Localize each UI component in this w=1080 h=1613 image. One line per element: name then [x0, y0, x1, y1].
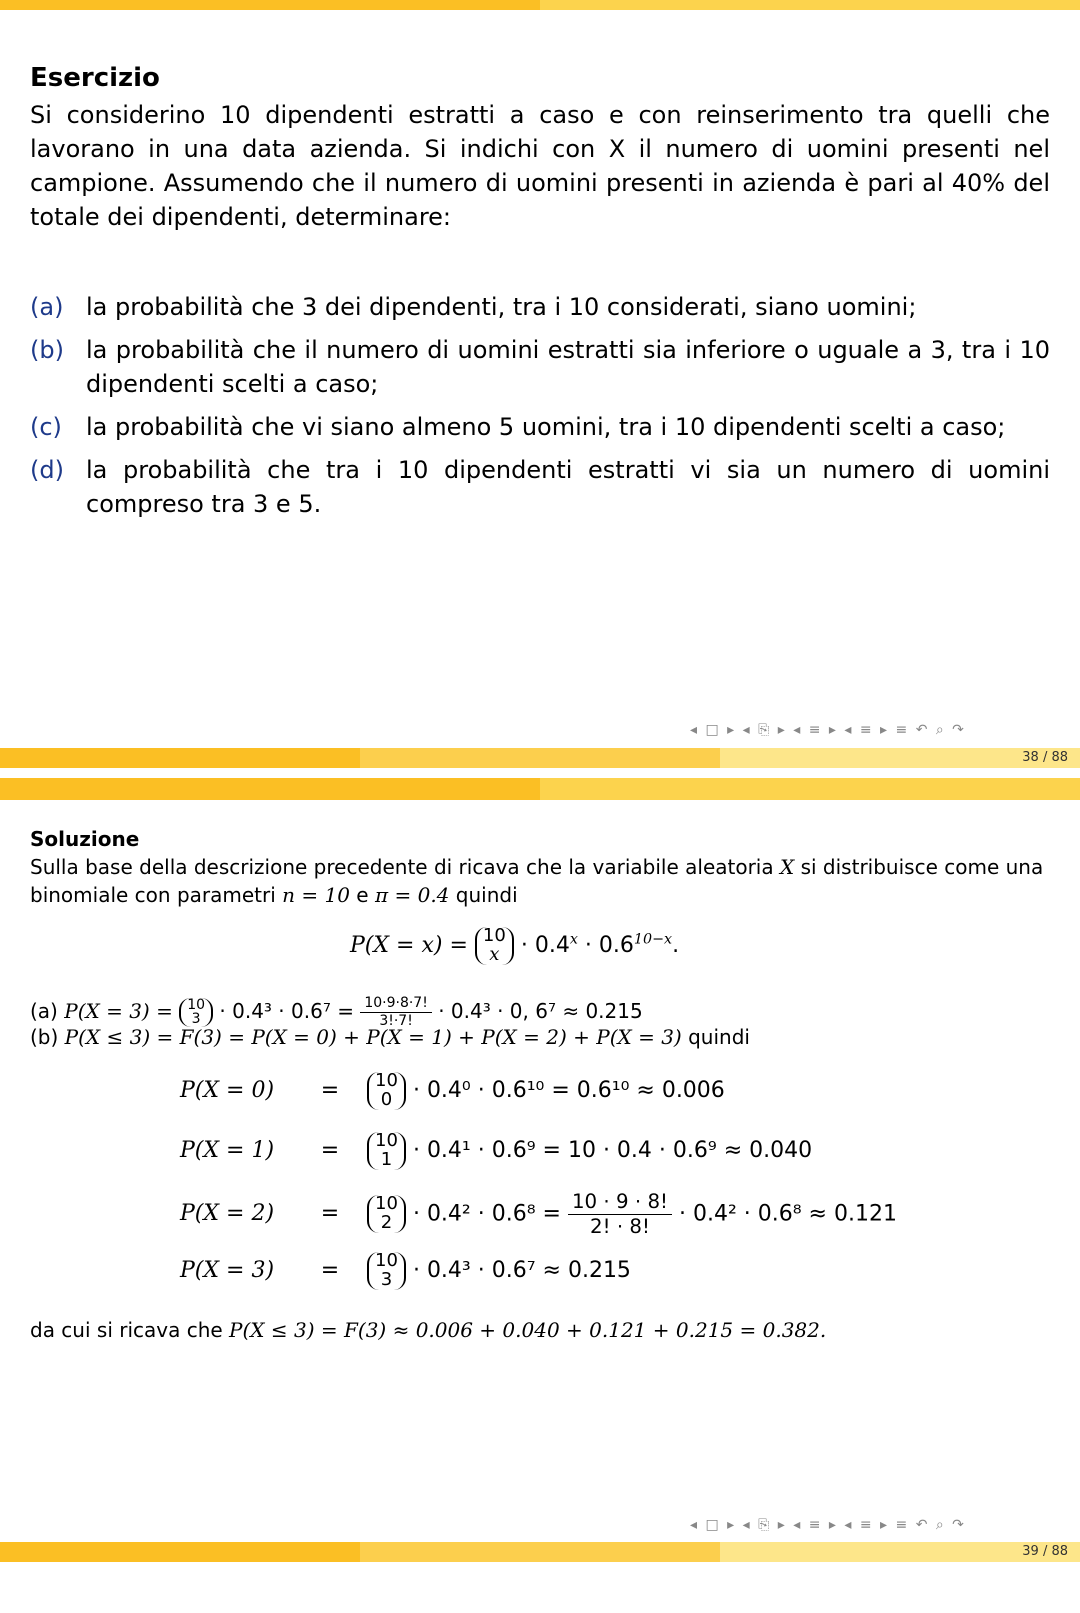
answer-expression: P(X ≤ 3) = F(3) = P(X = 0) + P(X = 1) + P(X = 2) + P(X = 3): [64, 1025, 682, 1049]
binomial-coefficient: [367, 1252, 406, 1290]
answer-part: · 0.4³ · 0.6⁷ =: [219, 998, 354, 1023]
answer-tail: quindi: [688, 1025, 750, 1049]
item-text: la probabilità che 3 dei dipendenti, tra i 10 considerati, siano uomini;: [86, 293, 917, 321]
navigation-controls[interactable]: ◂ □ ▸ ◂ ⎘ ▸ ◂ ≡ ▸ ◂ ≡ ▸ ≡ ↶ ⌕ ↷: [690, 722, 966, 738]
binom-top: 10: [482, 925, 506, 946]
item-label: (c): [30, 413, 62, 441]
row-lhs: P(X = 0): [180, 1077, 275, 1103]
bottom-bar: [0, 748, 1080, 768]
row-eq: =: [320, 1137, 340, 1163]
list-item: [30, 290, 1050, 324]
binomial-coefficient: [367, 1072, 406, 1110]
navigation-controls[interactable]: ◂ □ ▸ ◂ ⎘ ▸ ◂ ≡ ▸ ◂ ≡ ▸ ≡ ↶ ⌕ ↷: [690, 1517, 966, 1533]
top-bar: [0, 0, 1080, 10]
top-bar: [0, 778, 1080, 800]
item-text: la probabilità che tra i 10 dipendenti estratti vi sia un numero di uomini compreso tra 3 e 5.: [86, 456, 1050, 518]
formula-part: · 0.6: [584, 932, 634, 958]
question-list: [30, 290, 1050, 530]
binom-bottom: 2: [380, 1212, 393, 1234]
binom-top: 10: [375, 1250, 398, 1271]
binomial-coefficient: [367, 1195, 406, 1233]
binom-top: 10: [375, 1070, 398, 1091]
binomial-coefficient: [367, 1132, 406, 1170]
final-text: da cui si ricava che: [30, 1318, 230, 1342]
denominator: 3!·7!: [379, 1012, 413, 1029]
param-pi: π = 0.4: [374, 883, 450, 907]
binomial-coefficient: [179, 998, 213, 1027]
page-number: 38 / 88: [1022, 750, 1068, 765]
item-label: (a): [30, 293, 64, 321]
intro-text: Sulla base della descrizione precedente di ricava che la variabile aleatoria: [30, 855, 780, 879]
solution-intro: [30, 853, 1050, 909]
formula-exp: 10−x: [633, 931, 673, 948]
equation-row: [180, 1190, 897, 1239]
binom-bottom: 0: [380, 1088, 393, 1110]
row-eq: =: [320, 1077, 340, 1103]
solution-title: Soluzione: [30, 827, 140, 851]
binom-top: 10: [187, 996, 206, 1013]
equation-row: [180, 1252, 631, 1290]
exercise-text: Si considerino 10 dipendenti estratti a caso e con reinserimento tra quelli che lavorano in una data azienda. Si indichi con X il numero di uomini presenti nel campione. Assumendo che il numero di uomini presenti in azienda è pari al 40% del totale dei dipendenti, determinare:: [30, 101, 1050, 231]
slide-38: [0, 0, 1080, 790]
binom-bottom: 1: [380, 1148, 393, 1170]
formula-part: · 0.4: [520, 932, 570, 958]
row-rhs: · 0.4¹ · 0.6⁹ = 10 · 0.4 · 0.6⁹ ≈ 0.040: [412, 1137, 813, 1163]
equation-row: [180, 1132, 812, 1170]
final-expression: P(X ≤ 3) = F(3) ≈ 0.006 + 0.040 + 0.121 + 0.215 = 0.382.: [229, 1318, 827, 1342]
page-number: 39 / 88: [1022, 1544, 1068, 1559]
binom-top: 10: [375, 1130, 398, 1151]
binom-bottom: 3: [191, 1011, 201, 1028]
answer-b: [30, 1025, 750, 1049]
binom-top: 10: [375, 1193, 398, 1215]
row-rhs: · 0.4² · 0.6⁸ =: [412, 1201, 561, 1227]
binomial-coefficient: [475, 927, 514, 965]
fraction: [568, 1190, 672, 1239]
slide-title: Esercizio: [30, 63, 160, 93]
intro-text: e: [349, 883, 375, 907]
binomial-formula: [350, 927, 679, 965]
row-eq: =: [320, 1201, 340, 1227]
var-x: X: [779, 855, 795, 879]
intro-text: quindi: [449, 883, 518, 907]
denominator: 2! · 8!: [590, 1214, 650, 1238]
list-item: [30, 453, 1050, 521]
row-rhs: · 0.4⁰ · 0.6¹⁰ = 0.6¹⁰ ≈ 0.006: [412, 1077, 725, 1103]
row-lhs: P(X = 3): [180, 1257, 275, 1283]
answer-label: (a): [30, 998, 58, 1023]
row-lhs: P(X = 2): [180, 1201, 275, 1227]
item-text: la probabilità che il numero di uomini estratti sia inferiore o uguale a 3, tra i 10 dipendenti scelti a caso;: [86, 336, 1050, 398]
binom-bottom: 3: [380, 1268, 393, 1290]
item-text: la probabilità che vi siano almeno 5 uomini, tra i 10 dipendenti scelti a caso;: [86, 413, 1006, 441]
list-item: [30, 333, 1050, 401]
formula-lhs: P(X = x) =: [350, 932, 468, 958]
item-label: (b): [30, 336, 64, 364]
final-result: [30, 1318, 826, 1342]
answer-part: · 0.4³ · 0, 6⁷ ≈ 0.215: [438, 998, 643, 1023]
row-rhs: · 0.4² · 0.6⁸ ≈ 0.121: [678, 1201, 897, 1227]
list-item: [30, 410, 1050, 444]
row-eq: =: [320, 1257, 340, 1283]
row-rhs: · 0.4³ · 0.6⁷ ≈ 0.215: [412, 1257, 631, 1283]
item-label: (d): [30, 456, 64, 484]
row-lhs: P(X = 1): [180, 1137, 275, 1163]
binom-bottom: x: [489, 943, 500, 965]
answer-label: (b): [30, 1025, 59, 1049]
numerator: 10 · 9 · 8!: [568, 1190, 672, 1215]
equation-row: [180, 1072, 725, 1110]
formula-end: .: [672, 932, 680, 958]
answer-lhs: P(X = 3) =: [64, 998, 173, 1023]
formula-exp: x: [569, 931, 578, 948]
bottom-bar: [0, 1542, 1080, 1562]
param-n: n = 10: [282, 883, 350, 907]
numerator: 10·9·8·7!: [360, 995, 432, 1013]
intro-text: si distribuisce come una binomiale con parametri: [30, 855, 1044, 907]
